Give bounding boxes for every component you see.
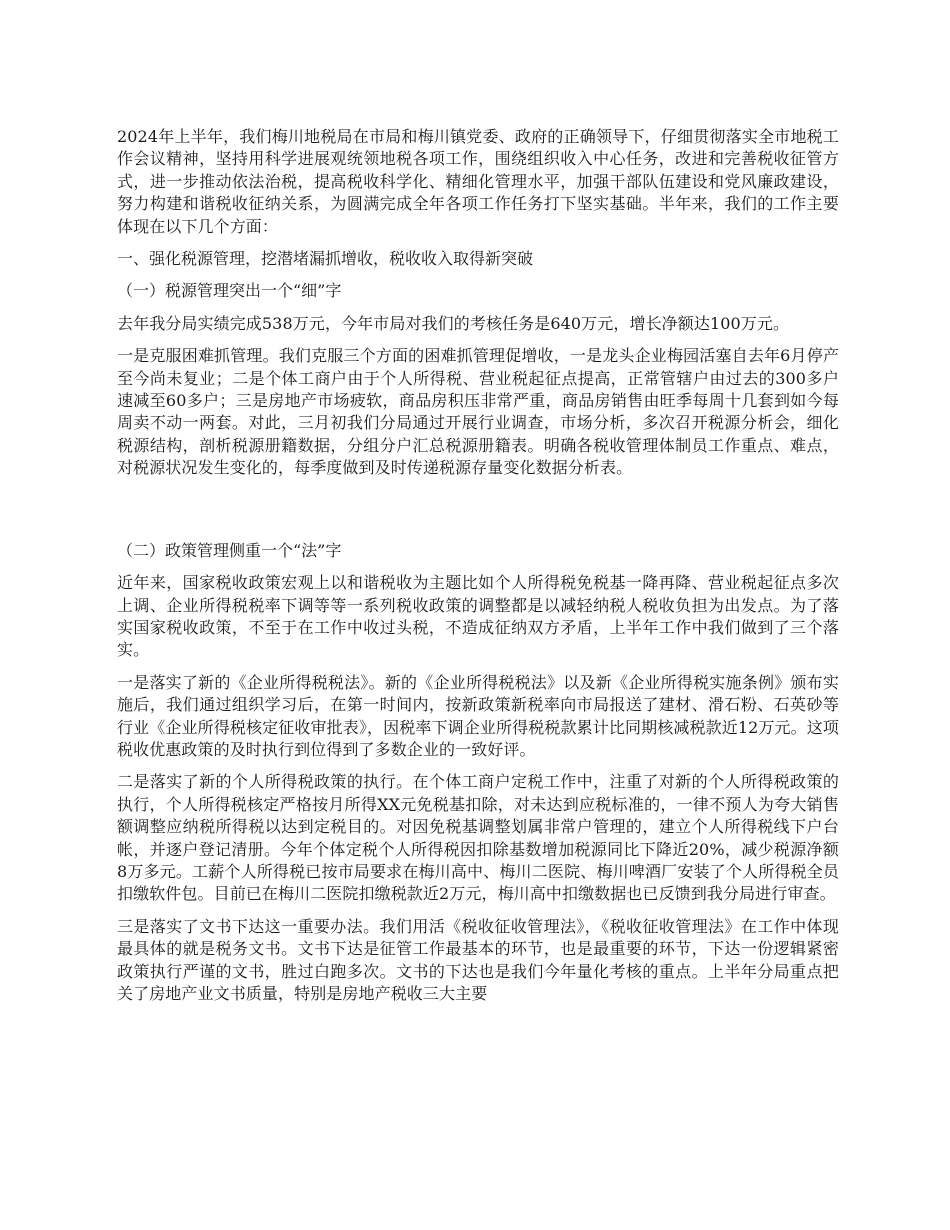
subsection-2-paragraph-1: 近年来，国家税收政策宏观上以和谐税收为主题比如个人所得税免税基一降再降、营业税起征点多次上调、企业所得税税率下调等等一系列税收政策的调整都是以减轻纳税人税收负担为出发点。为了落实国家税收政策，不至于在工作中收过头税，不造成征纳双方矛盾，上半年工作中我们做到了三个落实。 [117, 573, 839, 660]
document-body [117, 126, 839, 1015]
subsection-2-paragraph-4: 三是落实了文书下达这一重要办法。我们用活《税收征收管理法》，《税收征收管理法》在工作中体现最具体的就是税务文书。文书下达是征管工作最基本的环节，也是最重要的环节，下达一份逻辑紧密政策执行严谨的文书，胜过白跑多次。文书的下达也是我们今年量化考核的重点。上半年分局重点把关了房地产业文书质量，特别是房地产税收三大主要 [117, 916, 839, 1003]
subsection-2-heading: （二）政策管理侧重一个“法”字 [117, 540, 342, 560]
subsection-1-paragraph-2: 一是克服困难抓管理。我们克服三个方面的困难抓管理促增收，一是龙头企业梅园活塞自去年6月停产至今尚未复业；二是个体工商户由于个人所得税、营业税起征点提高，正常管辖户由过去的300多户速减至60多户；三是房地产市场疲软，商品房积压非常严重，商品房销售由旺季每周十几套到如今每周卖不动一两套。对此，三月初我们分局通过开展行业调查，市场分析，多次召开税源分析会，细化税源结构，剖析税源册籍数据，分组分户汇总税源册籍表。明确各税收管理体制员工作重点、难点，对税源状况发生变化的，每季度做到及时传递税源存量变化数据分析表。 [117, 346, 839, 478]
subsection-2-paragraph-2: 一是落实了新的《企业所得税税法》。新的《企业所得税税法》以及新《企业所得税实施条例》颁布实施后，我们通过组织学习后，在第一时间内，按新政策新税率向市局报送了建材、滑石粉、石英砂等行业《企业所得税核定征收审批表》，因税率下调企业所得税税款累计比同期核减税款近12万元。这项税收优惠政策的及时执行到位得到了多数企业的一致好评。 [117, 672, 839, 759]
intro-paragraph: 2024年上半年，我们梅川地税局在市局和梅川镇党委、政府的正确领导下，仔细贯彻落实全市地税工作会议精神，坚持用科学进展观统领地税各项工作，围绕组织收入中心任务，改进和完善税收征管方式，进一步推动依法治税，提高税收科学化、精细化管理水平，加强干部队伍建设和党风廉政建设，努力构建和谐税收征纳关系，为圆满完成全年各项工作任务打下坚实基础。半年来，我们的工作主要体现在以下几个方面： [117, 127, 839, 236]
subsection-1-heading: （一）税源管理突出一个“细”字 [117, 281, 342, 301]
section-1-heading: 一、强化税源管理，挖潜堵漏抓增收，税收收入取得新突破 [117, 249, 534, 269]
section-gap [117, 490, 839, 540]
subsection-1-paragraph-1: 去年我分局实绩完成538万元，今年市局对我们的考核任务是640万元，增长净额达100万元。 [117, 313, 790, 333]
subsection-2-paragraph-3: 二是落实了新的个人所得税政策的执行。在个体工商户定税工作中，注重了对新的个人所得税政策的执行，个人所得税核定严格按月所得XX元免税基扣除，对未达到应税标准的，一律不预人为夸大销售额调整应纳税所得税以达到定税目的。对因免税基调整划属非常户管理的，建立个人所得税线下户台帐，并逐户登记清册。今年个体定税个人所得税因扣除基数增加税源同比下降近20%，减少税源净额8万多元。工薪个人所得税已按市局要求在梅川高中、梅川二医院、梅川啤酒厂安装了个人所得税全员扣缴软件包。目前已在梅川二医院扣缴税款近2万元，梅川高中扣缴数据也已反馈到我分局进行审查。 [117, 772, 839, 904]
